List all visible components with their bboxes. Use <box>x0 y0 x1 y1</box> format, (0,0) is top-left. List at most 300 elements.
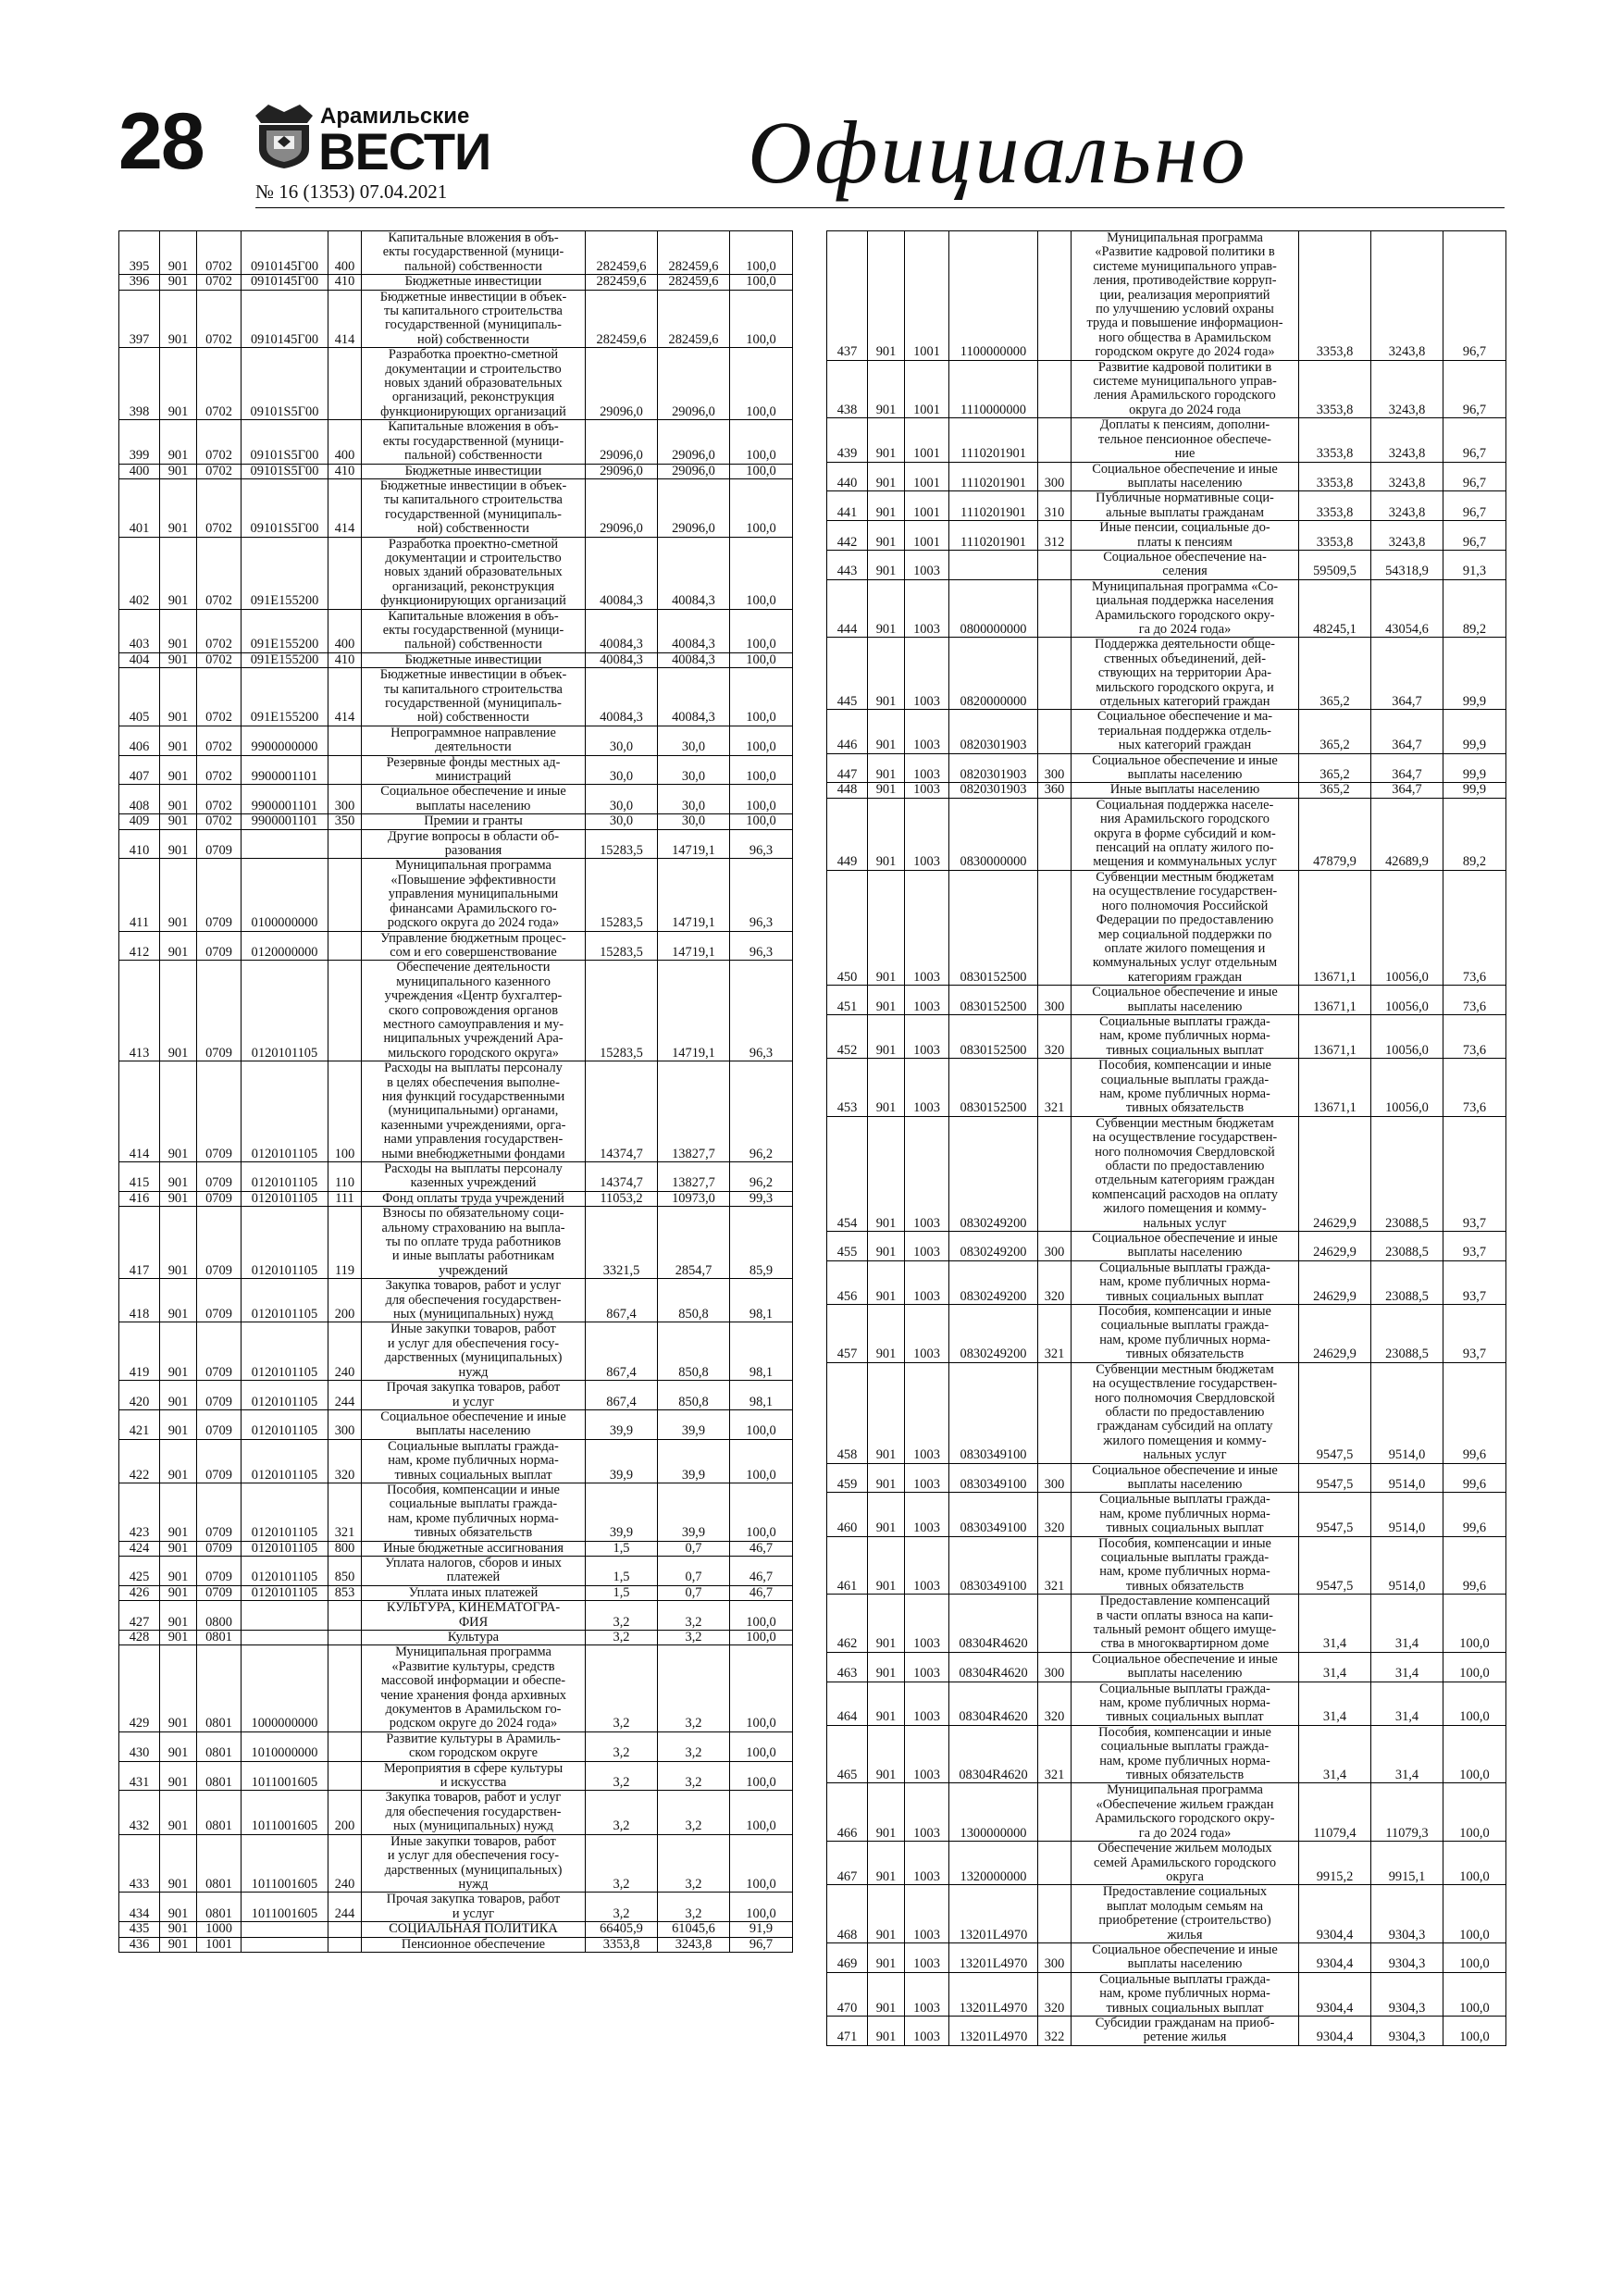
target-article-code: 9900001101 <box>242 755 328 785</box>
planned-amount: 29096,0 <box>586 478 658 537</box>
planned-amount: 31,4 <box>1299 1652 1371 1682</box>
expense-type-code: 244 <box>328 1893 362 1922</box>
execution-percent: 100,0 <box>730 1731 793 1761</box>
row-description: Социальное обеспечение и ма- териальная поддержка отдель- ных категорий граждан <box>1072 710 1299 753</box>
executed-amount: 3243,8 <box>1371 231 1443 361</box>
page-header <box>0 0 1623 222</box>
planned-amount: 24629,9 <box>1299 1116 1371 1231</box>
section-code: 1001 <box>905 521 949 551</box>
expense-type-code: 853 <box>328 1585 362 1600</box>
table-row <box>119 652 793 667</box>
row-number: 417 <box>119 1207 160 1279</box>
section-code: 1003 <box>905 798 949 870</box>
expense-type-code <box>328 1631 362 1645</box>
planned-amount: 3321,5 <box>586 1207 658 1279</box>
admin-code: 901 <box>868 462 905 491</box>
execution-percent: 100,0 <box>730 668 793 726</box>
execution-percent: 100,0 <box>1443 1942 1506 1972</box>
target-article-code: 1011001605 <box>242 1791 328 1834</box>
executed-amount: 282459,6 <box>658 231 730 275</box>
planned-amount: 39,9 <box>586 1409 658 1439</box>
admin-code: 901 <box>868 1014 905 1058</box>
admin-code: 901 <box>868 638 905 710</box>
planned-amount: 365,2 <box>1299 753 1371 783</box>
target-article-code: 0910145Г00 <box>242 231 328 275</box>
row-number: 460 <box>827 1493 868 1536</box>
expense-type-code <box>328 726 362 755</box>
row-number: 459 <box>827 1463 868 1493</box>
table-row <box>119 1061 793 1162</box>
section-code: 1003 <box>905 1305 949 1363</box>
expense-type-code <box>1038 638 1072 710</box>
target-article-code: 0830349100 <box>949 1493 1038 1536</box>
section-code: 0709 <box>197 829 242 859</box>
executed-amount: 3243,8 <box>1371 418 1443 462</box>
table-row <box>827 1232 1506 1261</box>
admin-code: 901 <box>160 1731 197 1761</box>
target-article-code: 09101S5Г00 <box>242 348 328 420</box>
execution-percent: 100,0 <box>1443 2016 1506 2045</box>
planned-amount: 365,2 <box>1299 638 1371 710</box>
brand-name: ВЕСТИ <box>318 122 491 180</box>
section-code: 1003 <box>905 1885 949 1943</box>
row-description: Резервные фонды местных ад- министраций <box>362 755 586 785</box>
row-number: 404 <box>119 652 160 667</box>
section-code: 0702 <box>197 755 242 785</box>
row-description: Капитальные вложения в объ- екты государственной (муници- пальной) собственности <box>362 609 586 652</box>
target-article-code: 0820301903 <box>949 783 1038 798</box>
row-number: 428 <box>119 1631 160 1645</box>
executed-amount: 29096,0 <box>658 348 730 420</box>
target-article-code: 0830249200 <box>949 1305 1038 1363</box>
table-row <box>827 462 1506 491</box>
admin-code: 901 <box>160 1541 197 1556</box>
admin-code: 901 <box>868 491 905 521</box>
table-row <box>119 1631 793 1645</box>
section-code: 0702 <box>197 464 242 478</box>
table-row <box>827 1463 1506 1493</box>
admin-code: 901 <box>868 1972 905 2016</box>
table-row <box>827 2016 1506 2045</box>
executed-amount: 9304,3 <box>1371 2016 1443 2045</box>
header-rule <box>255 207 1505 208</box>
target-article-code: 13201L4970 <box>949 1972 1038 2016</box>
execution-percent: 99,9 <box>1443 783 1506 798</box>
expense-type-code: 110 <box>328 1162 362 1192</box>
admin-code: 901 <box>160 814 197 829</box>
execution-percent: 99,6 <box>1443 1536 1506 1595</box>
section-code: 1003 <box>905 710 949 753</box>
target-article-code: 0120101105 <box>242 1585 328 1600</box>
table-row <box>827 870 1506 985</box>
row-description: Пенсионное обеспечение <box>362 1937 586 1952</box>
admin-code: 901 <box>868 1942 905 1972</box>
row-number: 437 <box>827 231 868 361</box>
expense-type-code <box>1038 1885 1072 1943</box>
section-code: 0801 <box>197 1645 242 1731</box>
executed-amount: 9304,3 <box>1371 1942 1443 1972</box>
table-row <box>119 1922 793 1937</box>
planned-amount: 9304,4 <box>1299 1972 1371 2016</box>
row-number: 408 <box>119 785 160 814</box>
admin-code: 901 <box>160 609 197 652</box>
execution-percent: 96,7 <box>1443 491 1506 521</box>
expense-type-code: 414 <box>328 290 362 348</box>
admin-code: 901 <box>868 1842 905 1885</box>
planned-amount: 3353,8 <box>1299 231 1371 361</box>
planned-amount: 9547,5 <box>1299 1463 1371 1493</box>
admin-code: 901 <box>868 1595 905 1653</box>
executed-amount: 10056,0 <box>1371 870 1443 985</box>
row-description: Иные бюджетные ассигнования <box>362 1541 586 1556</box>
target-article-code: 1000000000 <box>242 1645 328 1731</box>
table-row <box>827 1885 1506 1943</box>
row-description: Бюджетные инвестиции <box>362 464 586 478</box>
table-row <box>119 726 793 755</box>
expense-type-code: 850 <box>328 1556 362 1585</box>
table-row <box>827 1682 1506 1725</box>
table-row <box>827 550 1506 579</box>
planned-amount: 31,4 <box>1299 1682 1371 1725</box>
execution-percent: 98,1 <box>730 1279 793 1322</box>
row-description: КУЛЬТУРА, КИНЕМАТОГРА- ФИЯ <box>362 1601 586 1631</box>
section-code: 0702 <box>197 814 242 829</box>
admin-code: 901 <box>160 1191 197 1206</box>
target-article-code: 0120101105 <box>242 1381 328 1410</box>
table-row <box>827 1595 1506 1653</box>
section-code: 1001 <box>905 491 949 521</box>
table-row <box>827 710 1506 753</box>
executed-amount: 31,4 <box>1371 1682 1443 1725</box>
planned-amount: 3,2 <box>586 1791 658 1834</box>
target-article-code: 0120101105 <box>242 961 328 1061</box>
row-description: Непрограммное направление деятельности <box>362 726 586 755</box>
row-description: Иные пенсии, социальные до- платы к пенсиям <box>1072 521 1299 551</box>
admin-code: 901 <box>868 1783 905 1842</box>
execution-percent: 96,2 <box>730 1061 793 1162</box>
row-description: Развитие культуры в Арамиль- ском городском округе <box>362 1731 586 1761</box>
executed-amount: 13827,7 <box>658 1061 730 1162</box>
section-code: 0702 <box>197 537 242 609</box>
planned-amount: 1,5 <box>586 1585 658 1600</box>
row-number: 456 <box>827 1260 868 1304</box>
target-article-code: 1011001605 <box>242 1761 328 1791</box>
expense-type-code: 321 <box>1038 1305 1072 1363</box>
row-number: 407 <box>119 755 160 785</box>
planned-amount: 3,2 <box>586 1731 658 1761</box>
target-article-code: 0910145Г00 <box>242 275 328 290</box>
admin-code: 901 <box>868 1536 905 1595</box>
execution-percent: 85,9 <box>730 1207 793 1279</box>
target-article-code: 1011001605 <box>242 1893 328 1922</box>
table-row <box>119 1207 793 1279</box>
table-row <box>827 1652 1506 1682</box>
section-code: 1003 <box>905 2016 949 2045</box>
execution-percent: 100,0 <box>1443 1783 1506 1842</box>
row-description: Развитие кадровой политики в системе муниципального управ- ления Арамильского городского округа до 2024 года <box>1072 360 1299 418</box>
planned-amount: 30,0 <box>586 726 658 755</box>
planned-amount: 3,2 <box>586 1645 658 1731</box>
row-description: Поддержка деятельности обще- ственных объединений, дей- ствующих на территории Ара- мильского городского округа, и отдельных категорий граждан <box>1072 638 1299 710</box>
execution-percent: 100,0 <box>730 755 793 785</box>
planned-amount: 13671,1 <box>1299 870 1371 985</box>
row-number: 414 <box>119 1061 160 1162</box>
target-article-code: 0120101105 <box>242 1207 328 1279</box>
executed-amount: 9514,0 <box>1371 1362 1443 1463</box>
table-row <box>827 1493 1506 1536</box>
admin-code: 901 <box>160 348 197 420</box>
expense-type-code <box>328 348 362 420</box>
executed-amount: 23088,5 <box>1371 1305 1443 1363</box>
table-row <box>119 1541 793 1556</box>
target-article-code: 0120101105 <box>242 1541 328 1556</box>
row-number: 470 <box>827 1972 868 2016</box>
planned-amount: 3,2 <box>586 1893 658 1922</box>
executed-amount: 364,7 <box>1371 710 1443 753</box>
row-number: 444 <box>827 579 868 638</box>
row-description: Социальные выплаты гражда- нам, кроме публичных норма- тивных социальных выплат <box>1072 1682 1299 1725</box>
section-code: 0702 <box>197 726 242 755</box>
execution-percent: 96,7 <box>730 1937 793 1952</box>
table-row <box>119 537 793 609</box>
table-row <box>119 1834 793 1893</box>
section-code: 0709 <box>197 1061 242 1162</box>
planned-amount: 31,4 <box>1299 1595 1371 1653</box>
admin-code: 901 <box>160 1207 197 1279</box>
section-code: 1003 <box>905 1942 949 1972</box>
row-number: 463 <box>827 1652 868 1682</box>
table-row <box>827 1260 1506 1304</box>
admin-code: 901 <box>160 1893 197 1922</box>
row-description: Иные закупки товаров, работ и услуг для обеспечения госу- дарственных (муниципальных) нужд <box>362 1322 586 1381</box>
expense-type-code <box>1038 1842 1072 1885</box>
target-article-code: 1320000000 <box>949 1842 1038 1885</box>
row-number: 442 <box>827 521 868 551</box>
table-row <box>827 638 1506 710</box>
planned-amount: 282459,6 <box>586 290 658 348</box>
section-code: 1003 <box>905 1595 949 1653</box>
executed-amount: 3243,8 <box>1371 491 1443 521</box>
row-description: Расходы на выплаты персоналу в целях обеспечения выполне- ния функций государственными (муниципальными) органами, казенными учреждениями, орга- нами управления государствен- ными внебюджетными фондами <box>362 1061 586 1162</box>
expense-type-code <box>1038 1595 1072 1653</box>
executed-amount: 2854,7 <box>658 1207 730 1279</box>
section-code: 0709 <box>197 1207 242 1279</box>
executed-amount: 54318,9 <box>1371 550 1443 579</box>
planned-amount: 29096,0 <box>586 348 658 420</box>
target-article-code: 13201L4970 <box>949 1885 1038 1943</box>
row-description: Разработка проектно-сметной документации и строительство новых зданий образовательных организаций, реконструкция функционирующих организаций <box>362 348 586 420</box>
execution-percent: 46,7 <box>730 1541 793 1556</box>
expense-type-code: 414 <box>328 668 362 726</box>
expense-type-code: 300 <box>1038 1652 1072 1682</box>
admin-code: 901 <box>160 1162 197 1192</box>
page-number: 28 <box>118 97 204 186</box>
expense-type-code <box>328 1922 362 1937</box>
table-row <box>119 1409 793 1439</box>
target-article-code: 1110201901 <box>949 521 1038 551</box>
admin-code: 901 <box>868 1362 905 1463</box>
section-code: 0709 <box>197 1439 242 1483</box>
table-row <box>119 1645 793 1731</box>
planned-amount: 14374,7 <box>586 1162 658 1192</box>
execution-percent: 96,7 <box>1443 462 1506 491</box>
executed-amount: 3,2 <box>658 1645 730 1731</box>
section-code: 0709 <box>197 931 242 961</box>
expense-type-code: 320 <box>1038 1260 1072 1304</box>
table-row <box>827 783 1506 798</box>
executed-amount: 39,9 <box>658 1439 730 1483</box>
section-code: 0801 <box>197 1791 242 1834</box>
row-number: 451 <box>827 986 868 1015</box>
expense-type-code: 300 <box>1038 1942 1072 1972</box>
row-description: Субвенции местным бюджетам на осуществление государствен- ного полномочия Российской Федерации по предоставлению мер социальной поддержки по оплате жилого помещения и коммунальных услуг отдельным категориям граждан <box>1072 870 1299 985</box>
execution-percent: 100,0 <box>730 348 793 420</box>
expense-type-code: 360 <box>1038 783 1072 798</box>
admin-code: 901 <box>160 1556 197 1585</box>
admin-code: 901 <box>160 1645 197 1731</box>
expense-type-code: 320 <box>1038 1014 1072 1058</box>
execution-percent: 100,0 <box>730 275 793 290</box>
planned-amount: 9304,4 <box>1299 2016 1371 2045</box>
section-code: 1003 <box>905 1536 949 1595</box>
row-number: 461 <box>827 1536 868 1595</box>
executed-amount: 23088,5 <box>1371 1260 1443 1304</box>
target-article-code: 0910145Г00 <box>242 290 328 348</box>
row-description: Разработка проектно-сметной документации и строительство новых зданий образовательных организаций, реконструкция функционирующих организаций <box>362 537 586 609</box>
target-article-code: 1110201901 <box>949 462 1038 491</box>
table-row <box>827 1942 1506 1972</box>
row-description: Социальное обеспечение и иные выплаты населению <box>1072 986 1299 1015</box>
expense-type-code: 119 <box>328 1207 362 1279</box>
planned-amount: 13671,1 <box>1299 1014 1371 1058</box>
row-description: Социальные выплаты гражда- нам, кроме публичных норма- тивных социальных выплат <box>1072 1972 1299 2016</box>
row-description: Обеспечение жильем молодых семей Арамильского городского округа <box>1072 1842 1299 1885</box>
left-budget-table <box>118 230 792 1953</box>
table-row <box>119 1791 793 1834</box>
row-number: 471 <box>827 2016 868 2045</box>
expense-type-code <box>328 829 362 859</box>
execution-percent: 89,2 <box>1443 579 1506 638</box>
row-number: 429 <box>119 1645 160 1731</box>
row-description: Капитальные вложения в объ- екты государственной (муници- пальной) собственности <box>362 231 586 275</box>
planned-amount: 3,2 <box>586 1601 658 1631</box>
planned-amount: 29096,0 <box>586 464 658 478</box>
execution-percent: 100,0 <box>730 1439 793 1483</box>
execution-percent: 100,0 <box>730 785 793 814</box>
target-article-code: 0120101105 <box>242 1439 328 1483</box>
planned-amount: 31,4 <box>1299 1725 1371 1783</box>
table-row <box>827 1783 1506 1842</box>
row-description: Субвенции местным бюджетам на осуществление государствен- ного полномочия Свердловской области по предоставлению отдельным категориям граждан компенсаций расходов на оплату жилого помещения и комму- нальных услуг <box>1072 1116 1299 1231</box>
planned-amount: 9547,5 <box>1299 1536 1371 1595</box>
planned-amount: 3353,8 <box>1299 418 1371 462</box>
section-code: 1003 <box>905 1783 949 1842</box>
admin-code: 901 <box>868 1260 905 1304</box>
execution-percent: 99,9 <box>1443 753 1506 783</box>
executed-amount: 3243,8 <box>1371 360 1443 418</box>
row-number: 453 <box>827 1059 868 1117</box>
section-code: 0709 <box>197 1585 242 1600</box>
row-description: Социальные выплаты гражда- нам, кроме публичных норма- тивных социальных выплат <box>362 1439 586 1483</box>
execution-percent: 100,0 <box>730 1483 793 1541</box>
row-number: 400 <box>119 464 160 478</box>
planned-amount: 282459,6 <box>586 275 658 290</box>
execution-percent: 73,6 <box>1443 1014 1506 1058</box>
row-number: 445 <box>827 638 868 710</box>
target-article-code: 0120101105 <box>242 1061 328 1162</box>
coat-of-arms-icon <box>252 103 316 169</box>
table-row <box>827 1972 1506 2016</box>
admin-code: 901 <box>868 1493 905 1536</box>
target-article-code: 0820000000 <box>949 638 1038 710</box>
row-description: Обеспечение деятельности муниципального казенного учреждения «Центр бухгалтер- ского сопровождения органов местного самоуправления и му- ниципальных учреждений Ара- мильского городского округа» <box>362 961 586 1061</box>
row-number: 430 <box>119 1731 160 1761</box>
execution-percent: 46,7 <box>730 1585 793 1600</box>
row-number: 399 <box>119 420 160 464</box>
target-article-code: 091E155200 <box>242 609 328 652</box>
table-row <box>119 1322 793 1381</box>
row-description: Прочая закупка товаров, работ и услуг <box>362 1893 586 1922</box>
planned-amount: 9547,5 <box>1299 1493 1371 1536</box>
section-code: 0709 <box>197 1541 242 1556</box>
row-number: 406 <box>119 726 160 755</box>
table-row <box>827 491 1506 521</box>
section-code: 0702 <box>197 275 242 290</box>
table-row <box>119 464 793 478</box>
planned-amount: 40084,3 <box>586 609 658 652</box>
expense-type-code <box>328 961 362 1061</box>
section-code: 0702 <box>197 609 242 652</box>
planned-amount: 47879,9 <box>1299 798 1371 870</box>
row-description: Пособия, компенсации и иные социальные выплаты гражда- нам, кроме публичных норма- тивных обязательств <box>1072 1305 1299 1363</box>
table-row <box>119 1585 793 1600</box>
table-row <box>119 1731 793 1761</box>
table-row <box>827 1536 1506 1595</box>
target-article-code <box>242 1631 328 1645</box>
admin-code: 901 <box>160 1937 197 1952</box>
row-number: 440 <box>827 462 868 491</box>
expense-type-code: 300 <box>1038 462 1072 491</box>
expense-type-code: 111 <box>328 1191 362 1206</box>
executed-amount: 10056,0 <box>1371 1014 1443 1058</box>
section-code: 1001 <box>905 231 949 361</box>
execution-percent: 73,6 <box>1443 870 1506 985</box>
row-description: Бюджетные инвестиции в объек- ты капитального строительства государственной (муниципаль- ной) собственности <box>362 290 586 348</box>
row-number: 395 <box>119 231 160 275</box>
execution-percent: 100,0 <box>730 1409 793 1439</box>
table-row <box>119 1556 793 1585</box>
executed-amount: 29096,0 <box>658 420 730 464</box>
table-row <box>119 1191 793 1206</box>
target-article-code: 13201L4970 <box>949 2016 1038 2045</box>
planned-amount: 3353,8 <box>1299 521 1371 551</box>
executed-amount: 23088,5 <box>1371 1116 1443 1231</box>
executed-amount: 9514,0 <box>1371 1493 1443 1536</box>
target-article-code: 1100000000 <box>949 231 1038 361</box>
table-row <box>119 668 793 726</box>
table-row <box>827 1725 1506 1783</box>
admin-code: 901 <box>160 931 197 961</box>
target-article-code: 09101S5Г00 <box>242 478 328 537</box>
execution-percent: 100,0 <box>730 290 793 348</box>
expense-type-code: 410 <box>328 652 362 667</box>
row-description: Муниципальная программа «Повышение эффективности управления муниципальными финансами Арамильского го- родского округа до 2024 года» <box>362 859 586 931</box>
planned-amount: 30,0 <box>586 785 658 814</box>
execution-percent: 100,0 <box>730 464 793 478</box>
target-article-code: 1110201901 <box>949 418 1038 462</box>
admin-code: 901 <box>160 829 197 859</box>
row-description: Премии и гранты <box>362 814 586 829</box>
